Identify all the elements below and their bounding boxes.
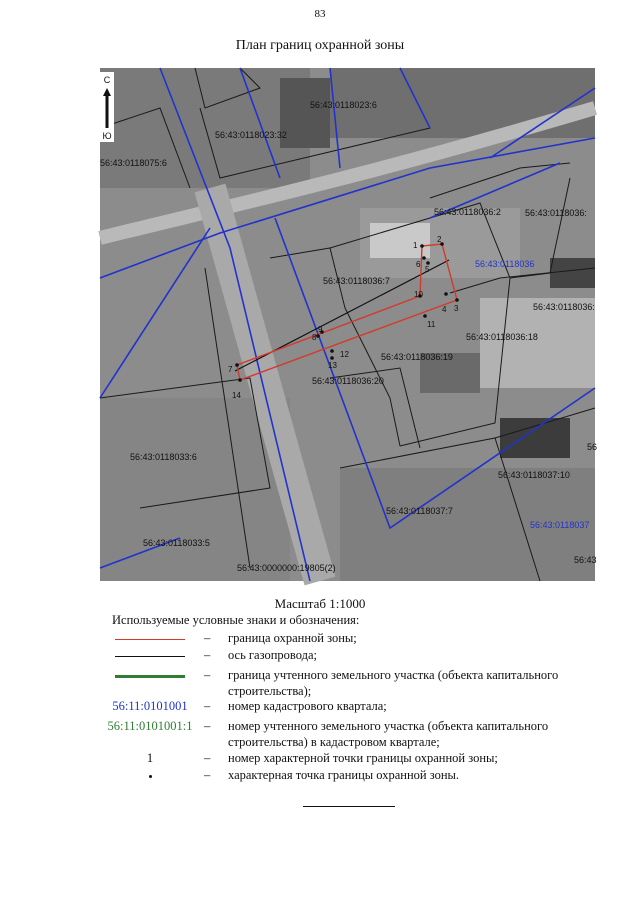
legend-text: номер характерной точки границы охранной зоны; <box>228 751 498 765</box>
gas-axis-line-icon <box>100 647 200 663</box>
point-label: 11 <box>427 320 436 329</box>
north-arrow-icon <box>100 72 114 142</box>
quarter-number-sample: 56:11:0101001 <box>112 699 188 713</box>
parcel-label: 56:43:0118033:5 <box>143 538 210 548</box>
building <box>280 78 330 148</box>
map-scale: Масштаб 1:1000 <box>274 596 366 611</box>
parcel-label: 56:43:0118036:20 <box>312 376 384 386</box>
legend-text: граница охранной зоны; <box>228 631 357 645</box>
parcel-label: 56:43:0118033:6 <box>130 452 197 462</box>
parcel-boundary-line-icon <box>100 667 200 683</box>
legend-dash: – <box>204 668 211 682</box>
north-letter: С <box>103 75 111 85</box>
point-label: 6 <box>416 260 421 269</box>
building <box>500 418 570 458</box>
parcel-label: 56:43:0118037:7 <box>386 506 453 516</box>
page-title: План границ охранной зоны <box>235 38 405 53</box>
parcel-label: 56:43:0118023:32 <box>215 130 287 140</box>
map-frame[interactable] <box>100 68 598 581</box>
legend-dash: – <box>204 631 211 645</box>
legend-text: номер учтенного земельного участка (объекта капитального строительства) в кадастровом квартале; <box>228 719 549 749</box>
legend-dash: – <box>204 751 211 765</box>
legend-dash: – <box>204 719 211 733</box>
legend-dash: – <box>204 699 211 713</box>
point-label: 8 <box>312 333 317 342</box>
parcel-label: 56 <box>587 442 598 452</box>
characteristic-point-icon <box>100 767 200 783</box>
quarter-label: 56:43:0118036 <box>475 259 535 269</box>
legend-text: характерная точка границы охранной зоны. <box>228 768 460 782</box>
point-label: 2 <box>437 235 442 244</box>
point-label: 3 <box>454 304 459 313</box>
legend-text: граница учтенного земельного участка (объекта капитального строительства); <box>228 668 559 698</box>
parcel-label: 56:43:0118036:18 <box>466 332 538 342</box>
point-label: 10 <box>414 290 423 299</box>
point-label: 4 <box>442 305 447 314</box>
point-label: 7 <box>228 365 233 374</box>
building <box>370 223 430 258</box>
parcel-label: 56:43:0118037:10 <box>498 470 570 480</box>
point-label: 5 <box>425 265 430 274</box>
quarter-label: 56:43:0118037 <box>530 520 590 530</box>
point-label: 13 <box>328 361 337 370</box>
quarter-label: 56:43 <box>574 555 597 565</box>
signature-line <box>303 806 395 807</box>
point-label: 14 <box>232 391 241 400</box>
page-number: 83 <box>314 8 326 20</box>
legend-text: номер кадастрового квартала; <box>228 699 387 713</box>
parcel-label: 56:43:0118023:6 <box>310 100 377 110</box>
point-label: 9 <box>318 325 323 334</box>
building <box>550 258 595 288</box>
parcel-label: 56:43:0118036:7 <box>323 276 390 286</box>
legend-text: ось газопровода; <box>228 648 318 662</box>
legend-heading: Используемые условные знаки и обозначения: <box>112 613 360 627</box>
point-label: 1 <box>413 241 418 250</box>
parcel-label: 56:43:0118036: <box>525 208 587 218</box>
point-label: 12 <box>340 350 349 359</box>
legend-dash: – <box>204 648 211 662</box>
south-letter: Ю <box>102 131 112 141</box>
parcel-label: 56:43:0118036:2 <box>434 207 501 217</box>
point-number-sample: 1 <box>146 751 154 765</box>
parcel-label: 56:43:0118075:6 <box>100 158 167 168</box>
cadastral-map <box>100 68 598 581</box>
parcel-label: 56:43:0000000:19805(2) <box>237 563 336 573</box>
parcel-number-sample: 56:11:0101001:1 <box>107 719 193 733</box>
parcel-label: 56:43:0118036: <box>533 302 595 312</box>
aerial-block <box>100 68 310 188</box>
protection-zone-line-icon <box>100 630 200 646</box>
parcel-label: 56:43:0118036:19 <box>381 352 453 362</box>
legend-dash: – <box>204 768 211 782</box>
